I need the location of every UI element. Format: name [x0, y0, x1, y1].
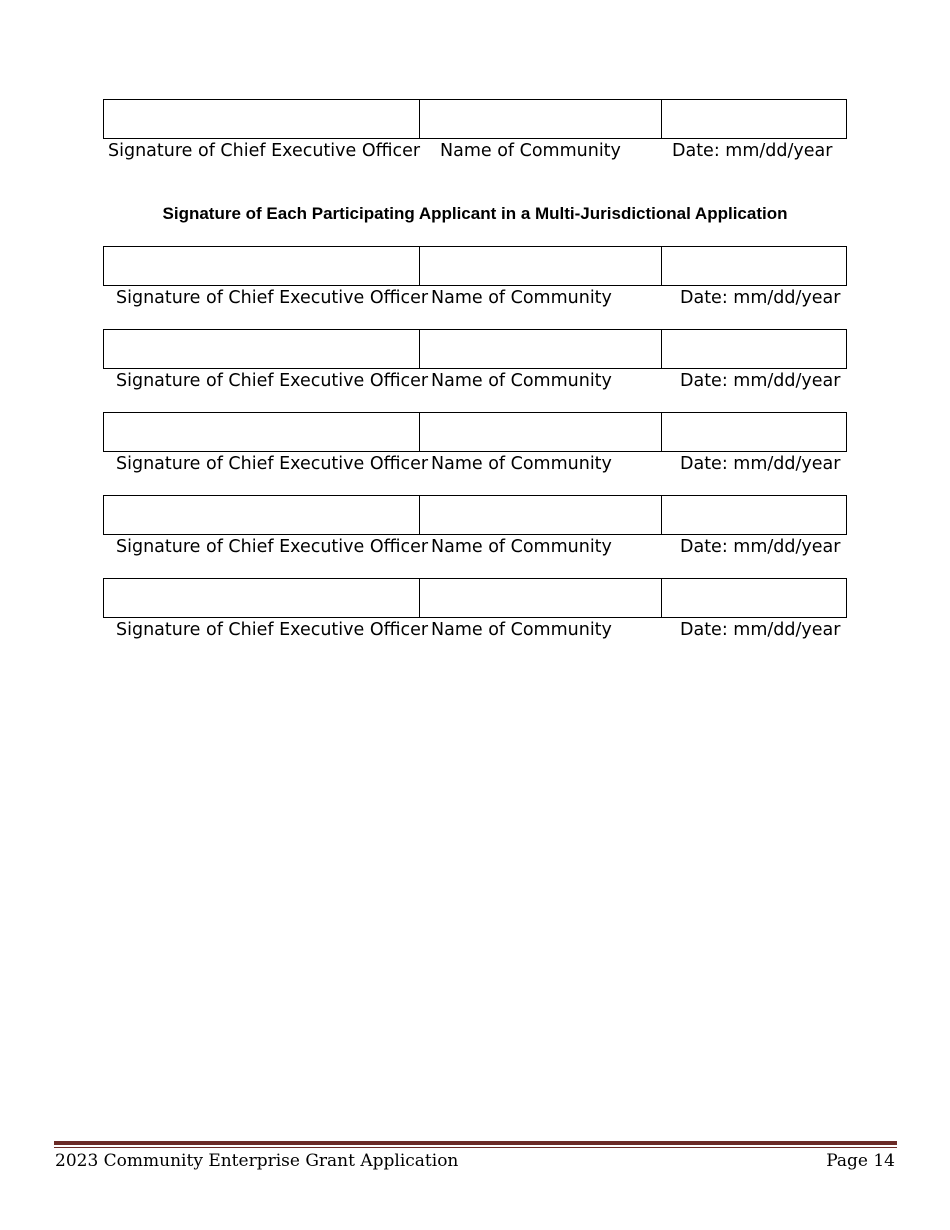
footer-divider	[54, 1141, 897, 1145]
date-label: Date: mm/dd/year	[672, 141, 833, 161]
footer-page-number: Page 14	[826, 1151, 895, 1171]
signature-label: Signature of Chief Executive Officer	[116, 537, 429, 557]
signature-label: Signature of Chief Executive Officer	[108, 141, 421, 161]
signature-label: Signature of Chief Executive Officer	[116, 288, 429, 308]
signature-field[interactable]	[103, 495, 420, 535]
date-label: Date: mm/dd/year	[680, 537, 841, 557]
signature-block-participant	[103, 412, 847, 474]
signature-block-participant	[103, 246, 847, 308]
signature-block-primary	[103, 99, 847, 161]
date-field[interactable]	[662, 495, 847, 535]
community-name-field[interactable]	[420, 329, 662, 369]
community-name-field[interactable]	[420, 578, 662, 618]
community-label: Name of Community	[431, 454, 612, 474]
community-label: Name of Community	[431, 288, 612, 308]
signature-block-participant	[103, 495, 847, 557]
signature-label: Signature of Chief Executive Officer	[116, 454, 429, 474]
community-label: Name of Community	[431, 620, 612, 640]
footer-document-title: 2023 Community Enterprise Grant Application	[55, 1151, 459, 1171]
community-name-field[interactable]	[420, 246, 662, 286]
signature-field[interactable]	[103, 99, 420, 139]
date-field[interactable]	[662, 329, 847, 369]
date-field[interactable]	[662, 412, 847, 452]
community-name-field[interactable]	[420, 495, 662, 535]
community-name-field[interactable]	[420, 412, 662, 452]
signature-field[interactable]	[103, 246, 420, 286]
signature-field[interactable]	[103, 578, 420, 618]
date-field[interactable]	[662, 99, 847, 139]
signature-label: Signature of Chief Executive Officer	[116, 620, 429, 640]
community-name-field[interactable]	[420, 99, 662, 139]
footer-divider-thin	[54, 1147, 897, 1148]
signature-block-participant	[103, 578, 847, 640]
signature-field[interactable]	[103, 412, 420, 452]
date-label: Date: mm/dd/year	[680, 371, 841, 391]
signature-label: Signature of Chief Executive Officer	[116, 371, 429, 391]
date-label: Date: mm/dd/year	[680, 454, 841, 474]
community-label: Name of Community	[431, 371, 612, 391]
community-label: Name of Community	[440, 141, 621, 161]
date-label: Date: mm/dd/year	[680, 620, 841, 640]
section-heading: Signature of Each Participating Applicant in a Multi-Jurisdictional Application	[162, 204, 788, 223]
date-label: Date: mm/dd/year	[680, 288, 841, 308]
signature-block-participant	[103, 329, 847, 391]
signature-field[interactable]	[103, 329, 420, 369]
community-label: Name of Community	[431, 537, 612, 557]
date-field[interactable]	[662, 578, 847, 618]
date-field[interactable]	[662, 246, 847, 286]
